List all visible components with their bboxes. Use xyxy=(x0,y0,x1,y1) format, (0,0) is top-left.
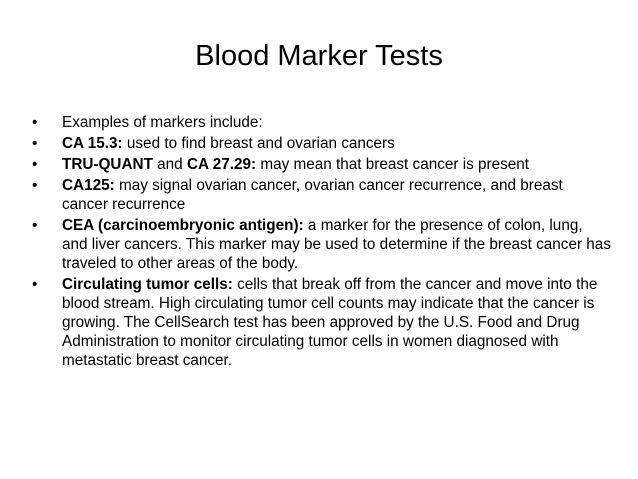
bullet-item-examples xyxy=(32,113,612,132)
bullet-text-2: may mean that breast cancer is present xyxy=(256,156,530,173)
bullet-item-ca125 xyxy=(32,176,612,214)
bullet-icon: • xyxy=(32,156,38,173)
bullet-item-cea xyxy=(32,216,612,273)
bullet-text: a marker for the presence of colon, lung, and liver cancers. This marker may be used to determine if the breast cancer has traveled to other areas of the body. xyxy=(62,217,611,272)
bullet-icon: • xyxy=(32,177,38,194)
bullet-text: may signal ovarian cancer, ovarian cancer recurrence, and breast cancer recurrence xyxy=(62,177,563,213)
bullet-bold-text: TRU-QUANT xyxy=(62,156,153,173)
bullet-icon: • xyxy=(32,114,38,131)
bullet-bold-text: CA 15.3: xyxy=(62,135,123,152)
bullet-text: used to find breast and ovarian cancers xyxy=(122,135,395,152)
bullet-text: cells that break off from the cancer and move into the blood stream. High circulating tumor cell counts may indicate that the cancer is growing. The CellSearch test has been approved by the U.S. Food and Drug Administration to monitor circulating tumor cells in women diagnosed with metastatic breast cancer. xyxy=(62,276,598,369)
slide-title: Blood Marker Tests xyxy=(195,40,443,72)
bullet-item-circulating-tumor-cells xyxy=(32,275,612,370)
bullet-item-truquant xyxy=(32,155,612,174)
bullet-icon: • xyxy=(32,135,38,152)
bullet-bold-text: CEA (carcinoembryonic antigen): xyxy=(62,217,304,234)
bullet-text: and xyxy=(152,156,187,173)
bullet-bold-text: CA125: xyxy=(62,177,115,194)
bullet-item-ca153 xyxy=(32,134,612,153)
bullet-icon: • xyxy=(32,217,38,234)
bullet-bold-text-2: CA 27.29: xyxy=(186,156,257,173)
bullet-text: Examples of markers include: xyxy=(62,114,263,131)
bullet-bold-text: Circulating tumor cells: xyxy=(62,276,233,293)
bullet-icon: • xyxy=(32,276,38,293)
bullet-list xyxy=(32,113,612,372)
